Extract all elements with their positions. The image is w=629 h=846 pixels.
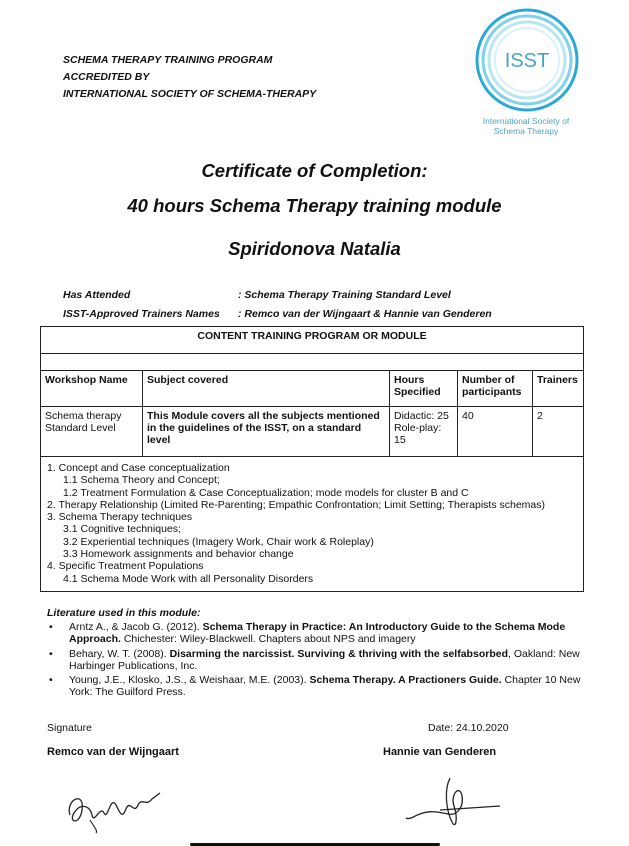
table-title: CONTENT TRAINING PROGRAM OR MODULE [41, 327, 584, 354]
header-line-2: ACCREDITED BY [63, 71, 150, 83]
topic-item: 4.1 Schema Mode Work with all Personality Disorders [63, 572, 314, 585]
certificate-title: Certificate of Completion: [201, 160, 428, 181]
topic-item: 3. Schema Therapy techniques [47, 511, 193, 524]
literature-title: Literature used in this module: [47, 607, 201, 619]
bullet-icon: • [49, 674, 53, 687]
signature-label: Signature [47, 722, 92, 734]
lit-title: Disarming the narcissist. Surviving & thriving with the selfabsorbed [169, 647, 508, 660]
signature-remco [60, 775, 170, 835]
attended-label: Has Attended [63, 289, 131, 301]
bullet-icon: • [49, 621, 53, 633]
lit-publisher: Chichester: Wiley-Blackwell. Chapters about NPS and imagery [120, 633, 416, 646]
literature-list [47, 621, 587, 701]
cell-participants: 40 [458, 407, 533, 457]
cell-workshop: Schema therapy Standard Level [41, 407, 143, 457]
cell-trainers: 2 [533, 407, 584, 457]
trainer-name-2: Hannie van Genderen [383, 746, 497, 758]
literature-item [47, 648, 587, 673]
hours-didactic: Didactic: 25 [394, 410, 449, 422]
date-label: Date: 24.10.2020 [428, 722, 509, 734]
attended-value: : Schema Therapy Training Standard Level [238, 289, 451, 301]
header-workshop-name: Workshop Name [41, 371, 143, 407]
topic-item: 2. Therapy Relationship (Limited Re-Parenting; Empathic Confrontation; Limit Setting; Therapists schemas) [47, 498, 546, 511]
cell-hours [390, 407, 458, 457]
topic-item: 1. Concept and Case conceptualization [47, 462, 230, 474]
trainers-label: ISST-Approved Trainers Names [63, 308, 220, 320]
literature-item [47, 674, 587, 699]
attended-row [63, 289, 451, 301]
lit-author: Arntz A., & Jacob G. (2012). [69, 621, 203, 633]
bullet-icon: • [49, 647, 53, 660]
topic-item: 3.1 Cognitive techniques; [63, 523, 181, 536]
topic-item: 3.2 Experiential techniques (Imagery Work, Chair work & Roleplay) [63, 535, 374, 548]
content-table [40, 326, 584, 592]
logo-text: ISST [504, 50, 550, 72]
logo-caption-line-1: International Society of [482, 116, 570, 126]
program-header [63, 52, 316, 103]
topic-item: 3.3 Homework assignments and behavior change [63, 548, 294, 561]
topic-item: 4. Specific Treatment Populations [47, 560, 204, 573]
lit-title: Schema Therapy in Practice: An Introductory Guide to the Schema Mode Approach. [69, 621, 566, 646]
header-line-1: SCHEMA THERAPY TRAINING PROGRAM [63, 54, 273, 66]
header-line-3: INTERNATIONAL SOCIETY OF SCHEMA-THERAPY [63, 88, 317, 100]
topic-item: 1.2 Treatment Formulation & Case Conceptualization; mode models for cluster B and C [63, 486, 469, 499]
topics-cell [41, 457, 584, 592]
topic-item: 1.1 Schema Theory and Concept; [63, 474, 220, 487]
trainer-name-1: Remco van der Wijngaart [47, 746, 179, 758]
lit-publisher: , Oakland: New Harbinger Publications, Inc. [69, 647, 580, 672]
isst-logo [475, 8, 579, 112]
lit-publisher: Chapter 10 New York: The Guilford Press. [69, 674, 581, 699]
signature-hannie [400, 770, 510, 840]
header-number-participants: Number of participants [458, 371, 533, 407]
lit-author: Young, J.E., Klosko, J.S., & Weishaar, M.E. (2003). [69, 674, 310, 687]
logo-caption [462, 116, 590, 136]
logo-caption-line-2: Schema Therapy [493, 126, 559, 136]
trainers-row [63, 308, 492, 320]
recipient-name: Spiridonova Natalia [228, 238, 401, 259]
table-spacer [41, 354, 584, 371]
lit-author: Behary, W. T. (2008). [69, 647, 170, 660]
lit-title: Schema Therapy. A Practioners Guide. [309, 674, 502, 687]
header-subject-covered: Subject covered [143, 371, 390, 407]
cell-subject: This Module covers all the subjects mentioned in the guidelines of the ISST, on a standard level [143, 407, 390, 457]
literature-item [47, 621, 587, 646]
header-trainers: Trainers [533, 371, 584, 407]
certificate-subtitle: 40 hours Schema Therapy training module [127, 195, 502, 216]
header-hours-specified: Hours Specified [390, 371, 458, 407]
trainers-value: : Remco van der Wijngaart & Hannie van Genderen [238, 308, 492, 320]
hours-roleplay: Role-play: 15 [394, 422, 442, 446]
